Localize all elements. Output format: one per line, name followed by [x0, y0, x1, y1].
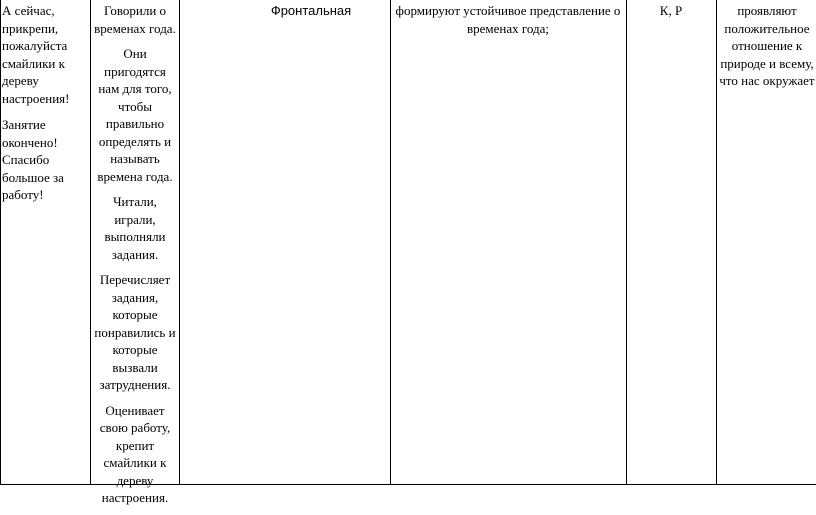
cell-paragraph: Перечисляет задания, которые понравились и которые вызвали затруднения. — [94, 272, 176, 392]
cell-paragraph: Занятие окончено! Спасибо большое за работу! — [2, 117, 64, 202]
table-cell-personal-results — [718, 2, 816, 90]
table-cell-results — [392, 2, 624, 37]
table-border-left — [0, 0, 1, 485]
table-cell-competencies — [628, 2, 714, 20]
cell-paragraph: Оценивает свою работу, крепит смайлики к дереву настроения. — [99, 402, 171, 505]
table-cell-activities — [93, 2, 177, 515]
cell-paragraph: Они пригодятся нам для того, чтобы правильно определять и называть времена года. — [97, 46, 173, 184]
cell-text: Фронтальная — [270, 3, 352, 18]
table-divider-1 — [90, 0, 91, 485]
table-divider-3 — [390, 0, 391, 485]
table-cell-closing-words — [2, 2, 88, 213]
cell-text: проявляют положительное отношение к природе и всему, что нас окружает — [719, 3, 815, 88]
cell-text: К, Р — [659, 3, 683, 18]
cell-paragraph: Говорили о временах года. — [94, 3, 176, 36]
cell-text: формируют устойчивое представление о временах года; — [395, 3, 621, 36]
table-divider-5 — [716, 0, 717, 485]
cell-paragraph: А сейчас, прикрепи, пожалуйста смайлики к дереву настроения! — [2, 3, 70, 106]
table-divider-2 — [179, 0, 180, 485]
table-divider-4 — [626, 0, 627, 485]
cell-paragraph: Читали, играли, выполняли задания. — [104, 194, 166, 262]
